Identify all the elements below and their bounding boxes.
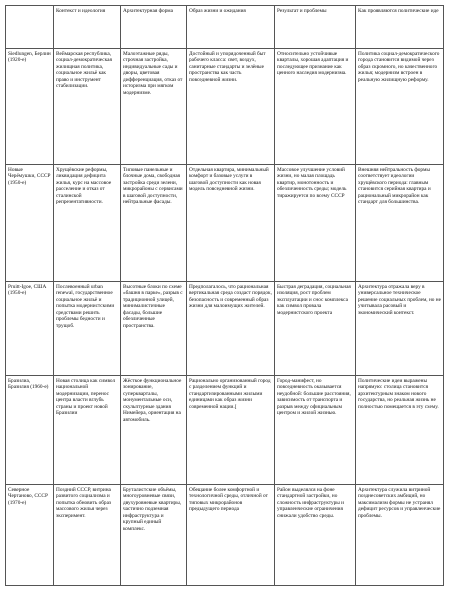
- table-row: [6, 165, 444, 282]
- cell-politics: Политические идеи выражены напрямую: столица становится архитектурным знаком нового государства, но реальная жизнь не полностью помещается в эту схему.: [356, 376, 444, 485]
- cell-politics: Архитектура служила витриной позднесоветских амбиций, но максимализм формы не устранял дефицит ресурсов и управленческие проблемы.: [356, 485, 444, 586]
- cell-life: Отдельная квартира, минимальный комфорт и базовые услуги в шаговой доступности как новая модель повседневной жизни.: [187, 165, 275, 282]
- header-row: [6, 6, 444, 49]
- cell-life: Достойный и упорядоченный быт рабочего класса: свет, воздух, санитарные стандарты и зелёные пространства как часть повседневной жизни.: [187, 49, 275, 165]
- cell-form: Высотные блоки по схеме «башня в парке», разрыв с традиционной улицей, минималистичные фасады, большие обезличенные пространства.: [121, 282, 187, 376]
- cell-context: Веймарская республика, социал-демократическая жилищная политика, социальное жильё как право и инструмент стабилизации.: [54, 49, 121, 165]
- cell-form: Жёсткое функциональное зонирование, суперкварталы, монументальные оси, скульптурные здания Нимейера, ориентация на автомобиль.: [121, 376, 187, 485]
- cell-context: Новая столица как символ национальной модернизации, перенос центра власти вглубь страны и проект новой Бразилии: [54, 376, 121, 485]
- cell-form: Бруталистские объёмы, многоуровневые связи, двухуровневые квартиры, частично подземная инфраструктура и крупный единый комплекс.: [121, 485, 187, 586]
- header-cell-life: Образ жизни и ожидания: [187, 6, 275, 49]
- header-cell-context: Контекст и идеология: [54, 6, 121, 49]
- cell-context: Хрущёвские реформы, ликвидация дефицита жилья, курс на массовое расселение и отказ от сталинской репрезентативности.: [54, 165, 121, 282]
- table-row: [6, 282, 444, 376]
- cell-place: Siedlungen, Берлин (1920-е): [6, 49, 54, 165]
- cell-place: Pruitt-Igoe, США (1950-е): [6, 282, 54, 376]
- cell-politics: Внешняя нейтральность формы соответствует идеологии хрущёвского периода: главным становится серийная квартира и рациональный микрорайон как стандарт для большинства.: [356, 165, 444, 282]
- header-cell-result: Результат и проблемы: [275, 6, 356, 49]
- cell-place: Бразилиа, Бразилия (1960-е): [6, 376, 54, 485]
- table-row: [6, 49, 444, 165]
- cell-context: Поздний СССР, витрина развитого социализма и попытка обновить образ массового жилья через эксперимент.: [54, 485, 121, 586]
- cell-form: Малоэтажные ряды, строчная застройка, индивидуальные сады и дворы, цветовая дифференциация, отказ от историзма при мягком модернизме.: [121, 49, 187, 165]
- table-row: [6, 485, 444, 586]
- header-cell-politics: Как проявляются политические иде: [356, 6, 444, 49]
- cell-form: Типовые панельные и блочные дома, свободная застройка среди зелени, микрорайоны с сервисами в шаговой доступности, нейтральные фасады.: [121, 165, 187, 282]
- cell-place: Северное Чертаново, СССР (1970-е): [6, 485, 54, 586]
- header-cell-place: [6, 6, 54, 49]
- header-cell-form: Архитектурная форма: [121, 6, 187, 49]
- cell-context: Послевоенный urban renewal, государственное социальное жильё и попытка модернистскими средствами решить проблемы бедности и трущоб.: [54, 282, 121, 376]
- cell-result: Район выделялся на фоне стандартной застройки, но сложность инфраструктуры и управленческие ограничения снижали удобство среды.: [275, 485, 356, 586]
- comparison-table: [5, 5, 444, 586]
- cell-life: Обещание более комфортной и технологичной среды, отличной от типовых микрорайонов предыдущего периода: [187, 485, 275, 586]
- cell-politics: Архитектура отражала веру в универсальное техническое решение социальных проблем, но не учитывала расовый и экономический контекст.: [356, 282, 444, 376]
- cell-result: Город-манифест, но повседневность оказывается неудобной: большие расстояния, зависимость от транспорта и разрыв между официальным центром и жилой жизнью.: [275, 376, 356, 485]
- cell-life: Рационально организованный город с разделением функций и стандартизированными жилыми единицами как образ жизни современной нации.[: [187, 376, 275, 485]
- table-row: [6, 376, 444, 485]
- cell-place: Новые Черёмушки, СССР (1950-е): [6, 165, 54, 282]
- cell-result: Массовое улучшение условий жизни, но малая площадь квартир, монотонность и обезличенность среды; модель тиражируется по всему СССР: [275, 165, 356, 282]
- cell-result: Быстрая деградация, социальная изоляция, рост проблем эксплуатации и снос комплекса как символ провала модернистского проекта: [275, 282, 356, 376]
- cell-result: Относительно устойчивые кварталы, хорошая адаптация и последующее признание как ценного наследия модернизма.: [275, 49, 356, 165]
- cell-politics: Политика социал-демократического города становится видимой через образ скромного, но качественного жилья; модернизм встроен в реальную жилищную реформу.: [356, 49, 444, 165]
- cell-life: Предполагалось, что рациональная вертикальная среда создаст порядок, безопасность и современный образ жизни для малоимущих жителей.: [187, 282, 275, 376]
